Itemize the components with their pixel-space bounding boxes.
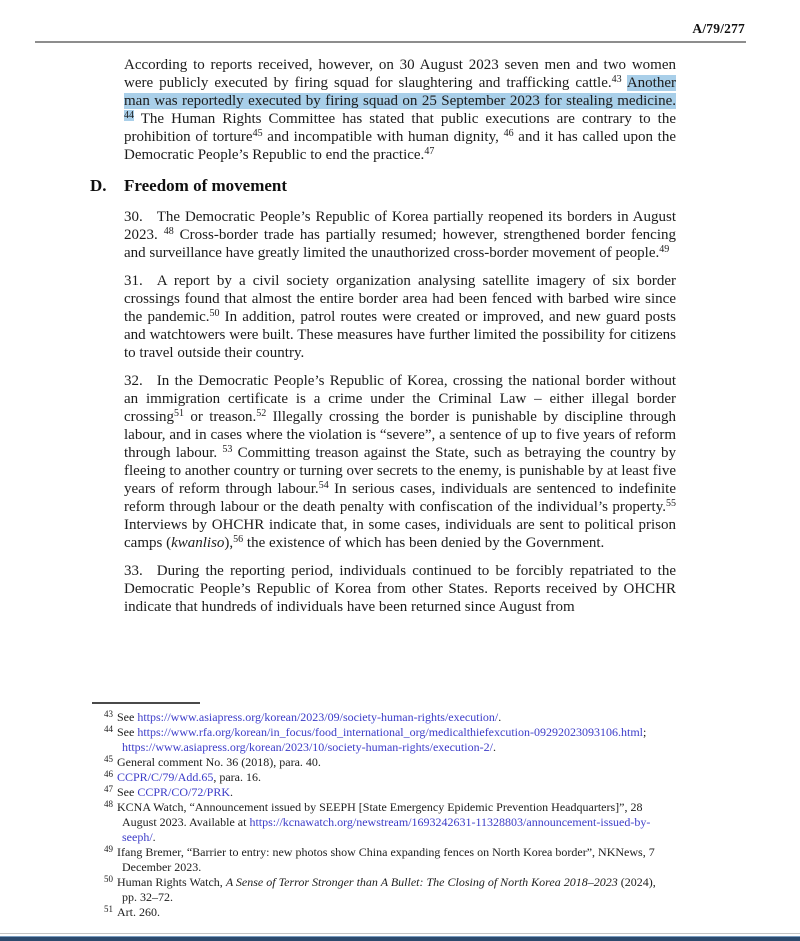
footnote-item <box>104 845 660 875</box>
footnote-number: 48 <box>104 799 113 809</box>
footnote-ref: 48 <box>163 226 174 237</box>
body-paragraph <box>124 372 676 552</box>
text-run: (2024), pp. 32–72. <box>122 875 656 904</box>
text-run: Human Rights Watch, <box>117 875 226 889</box>
text-run: See <box>117 725 138 739</box>
text-run: In the Democratic People’s Republic of Korea, crossing the national border without an immigration certificate is a crime under the Criminal Law – either illegal border crossing <box>124 373 676 425</box>
text-run: Art. 260. <box>117 905 160 919</box>
footnote-ref: 47 <box>424 146 435 157</box>
footnote-ref: 55 <box>666 498 676 509</box>
text-run: According to reports received, however, on 30 August 2023 seven men and two women were publicly executed by firing squad for slaughtering and trafficking cattle. <box>124 57 676 91</box>
header-rule <box>35 41 746 43</box>
body-content <box>90 56 676 626</box>
text-run: Committing treason against the State, such as betraying the country by fleeing to another country or turning over secrets to the enemy, is punishable by at least five years of reform through labour. <box>124 445 676 497</box>
text-run: General comment No. 36 (2018), para. 40. <box>117 755 321 769</box>
footnote-number: 50 <box>104 874 113 884</box>
hyperlink[interactable]: https://kcnawatch.org/newstream/1693242631-11328803/announcement-issued-by-seeph/ <box>122 815 651 844</box>
body-paragraph <box>124 208 676 262</box>
text-run: . <box>492 740 496 754</box>
text-run: and incompatible with human dignity, <box>262 129 504 145</box>
footnote-ref: 50 <box>209 308 220 319</box>
footnote-number: 47 <box>104 784 113 794</box>
footnote-item <box>104 905 660 920</box>
text-run: . <box>230 785 234 799</box>
footnote-item <box>104 710 660 725</box>
footnote-ref: 53 <box>222 444 233 455</box>
hyperlink[interactable]: CCPR/C/79/Add.65 <box>117 770 214 784</box>
section-letter: D. <box>90 176 107 195</box>
text-run: See <box>117 710 138 724</box>
body-paragraph <box>124 56 676 164</box>
text-run: The Democratic People’s Republic of Korea partially reopened its borders in August 2023. <box>124 209 676 243</box>
text-run: KCNA Watch, “Announcement issued by SEEPH [State Emergency Epidemic Prevention Headquarters]”, 28 August 2023. Available at <box>117 800 643 829</box>
footnote-number: 51 <box>104 904 113 914</box>
footnote-ref: 56 <box>233 534 244 545</box>
paragraph-number: 32. <box>124 373 143 389</box>
footnote-item <box>104 875 660 905</box>
text-run: During the reporting period, individuals continued to be forcibly repatriated to the Democratic People’s Republic of Korea from other States. Reports received by OHCHR indicate that hundreds of individuals have been returned since August from <box>124 563 676 615</box>
text-run: . <box>152 830 156 844</box>
text-run: Ifang Bremer, “Barrier to entry: new photos show China expanding fences on North Korea border”, NKNews, 7 December 2023. <box>117 845 655 874</box>
text-run: and it has called upon the Democratic People’s Republic to end the practice. <box>124 129 676 163</box>
footnote-item <box>104 800 660 845</box>
paragraph-number: 33. <box>124 563 143 579</box>
footnote-item <box>104 725 660 755</box>
text-run: , para. 16. <box>213 770 262 784</box>
footnote-item <box>104 785 660 800</box>
footnote-item <box>104 770 660 785</box>
hyperlink[interactable]: https://www.asiapress.org/korean/2023/10/society-human-rights/execution-2/ <box>122 740 493 754</box>
text-run: The Human Rights Committee has stated that public executions are contrary to the prohibition of torture <box>124 111 676 145</box>
paragraph-number: 30. <box>124 209 143 225</box>
text-run: or treason. <box>184 409 257 425</box>
hyperlink[interactable]: https://www.rfa.org/korean/in_focus/food_international_org/medicalthiefexcution-09292023093106.html <box>137 725 644 739</box>
hyperlink[interactable]: CCPR/CO/72/PRK <box>137 785 231 799</box>
text-run: Interviews by OHCHR indicate that, in some cases, individuals are sent to political prison camps ( <box>124 517 676 551</box>
text-run: In serious cases, individuals are sentenced to indefinite reform through labour or the death penalty with confiscation of the individual’s property. <box>124 481 676 515</box>
footnote-ref: 54 <box>318 480 329 491</box>
section-heading <box>90 176 676 196</box>
bottom-window-edge <box>0 936 800 941</box>
text-run: ; <box>643 725 647 739</box>
text-run: Cross-border trade has partially resumed; however, strengthened border fencing and surveillance have greatly limited the unauthorized cross-border movement of people. <box>124 227 676 261</box>
hyperlink[interactable]: https://www.asiapress.org/korean/2023/09/society-human-rights/execution/ <box>137 710 499 724</box>
footnote-ref: 52 <box>256 408 267 419</box>
footnote-number: 43 <box>104 709 113 719</box>
paragraph-number: 31. <box>124 273 143 289</box>
footnote-number: 49 <box>104 844 113 854</box>
section-title: Freedom of movement <box>124 176 288 195</box>
footnote-ref: 51 <box>174 408 184 419</box>
body-paragraph <box>124 272 676 362</box>
text-run: the existence of which has been denied by the Government. <box>243 535 605 551</box>
text-run: A report by a civil society organization analysing satellite imagery of six border crossings found that almost the entire border area had been fenced with barbed wire since the pandemic. <box>124 273 676 325</box>
footnote-ref: 44 <box>124 110 134 121</box>
footnote-number: 45 <box>104 754 113 764</box>
text-run: A Sense of Terror Stronger than A Bullet: The Closing of North Korea 2018–2023 <box>225 875 618 889</box>
text-run: See <box>117 785 138 799</box>
text-run: . <box>498 710 502 724</box>
highlighted-text: Another man was reportedly executed by firing squad on 25 September 2023 for stealing medicine. <box>124 75 676 109</box>
footnote-ref: 46 <box>503 128 514 139</box>
text-run: In addition, patrol routes were created or improved, and new guard posts and watchtowers were built. These measures have further limited the possibility for citizens to travel outside their country. <box>124 309 676 361</box>
body-paragraph <box>124 562 676 616</box>
footnote-item <box>104 755 660 770</box>
text-run: Illegally crossing the border is punishable by discipline through labour, and in cases where the violation is “severe”, a sentence of up to five years of reform through labour. <box>124 409 676 461</box>
footnote-ref: 43 <box>611 74 622 85</box>
footnote-ref: 49 <box>659 244 670 255</box>
footnotes <box>104 710 660 920</box>
text-run: ), <box>224 535 234 551</box>
footnote-ref: 45 <box>252 128 263 139</box>
footnote-separator <box>92 702 200 704</box>
document-symbol: A/79/277 <box>692 21 745 36</box>
bottom-gray-line <box>0 933 800 934</box>
text-run: kwanliso <box>171 535 225 551</box>
footnote-number: 46 <box>104 769 113 779</box>
footnote-number: 44 <box>104 724 113 734</box>
